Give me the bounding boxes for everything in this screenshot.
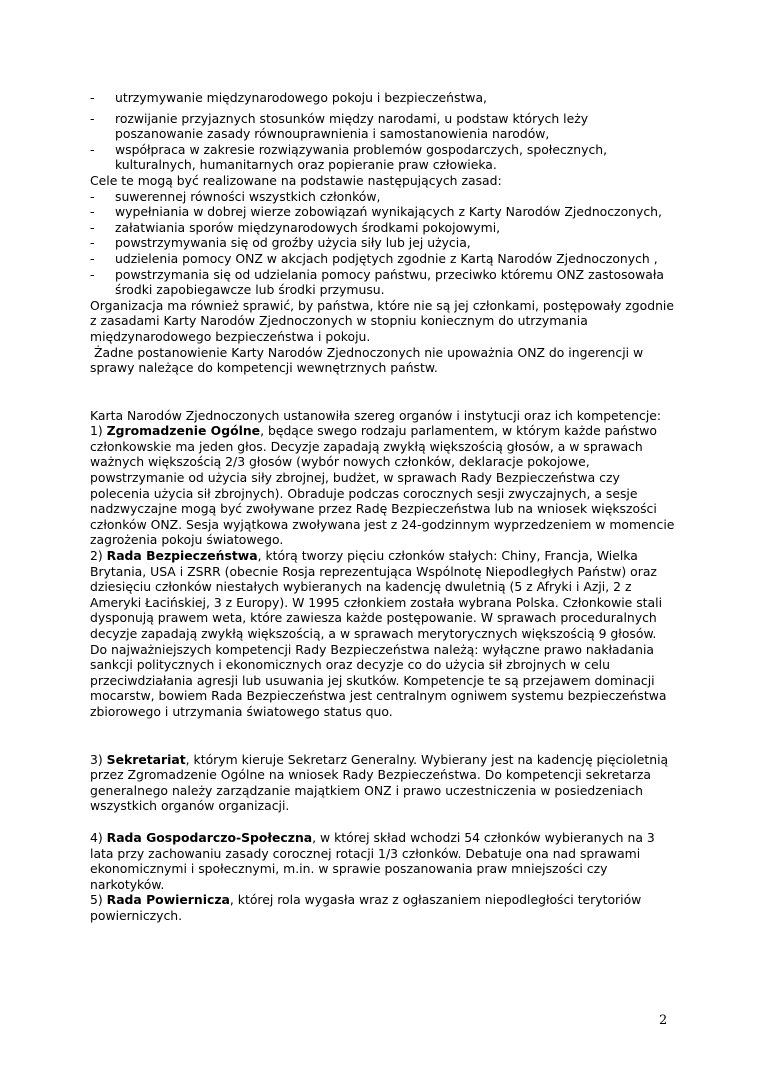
organ-security-council [90, 548, 680, 642]
organs-intro: Karta Narodów Zjednoczonych ustanowiła szereg organów i instytucji oraz ich kompetencje: [90, 407, 662, 423]
principle-text: suwerennej równości wszystkich członków, [115, 188, 381, 204]
principle-item [90, 267, 680, 298]
organ-name: Sekretariat [106, 751, 186, 767]
organ-general-assembly [90, 423, 680, 548]
goal-text: współpraca w zakresie rozwiązywania problemów gospodarczych, społecznych, kulturalnych, humanitarnych oraz popieranie praw człowieka. [115, 141, 608, 173]
paragraph-nointerference: Żadne postanowienie Karty Narodów Zjednoczonych nie upoważnia ONZ do ingerencji w sprawy należące do kompetencji wewnętrznych państw. [90, 344, 644, 376]
organ-number: 4) [90, 829, 107, 845]
goal-item [90, 142, 680, 173]
list-dash: - [90, 235, 95, 251]
goal-item [90, 111, 680, 142]
organ-number: 5) [90, 892, 107, 908]
principle-item [90, 189, 680, 205]
organ-number: 3) [90, 751, 107, 767]
list-dash: - [90, 188, 95, 204]
organ-description: , którą tworzy pięciu członków stałych: Chiny, Francja, Wielka Brytania, USA i ZSRR (obecnie Rosja reprezentująca Wspólnotę Niepodległych Państw) oraz dziesięciu członków niestałych wybieranych na kadencję dwuletnią (5 z Afryki i Azji, 2 z Ameryki Łacińskiej, 3 z Europy). W 1995 członkiem została wybrana Polska. Członkowie stali dysponują prawem weta, które zawiesza każde postępowanie. W sprawach proceduralnych decyzje zapadają zwykłą większością, a w sprawach merytorycznych większością 9 głosów. [90, 548, 663, 641]
organ-name: Rada Powiernicza [106, 892, 230, 908]
organ-name: Zgromadzenie Ogólne [106, 423, 261, 439]
organ-secretariat [90, 752, 680, 814]
list-dash: - [90, 90, 95, 105]
principle-item [90, 220, 680, 236]
organ-name: Rada Gospodarczo-Społeczna [106, 829, 313, 845]
organ-description: , w której skład wchodzi 54 członków wybieranych na 3 lata przy zachowaniu zasady corocznej rotacji 1/3 członków. Debatuje ona nad sprawami ekonomicznymi i społecznymi, m.in. w sprawie poszanowania praw mniejszości czy narkotyków. [90, 829, 655, 892]
principles-intro: Cele te mogą być realizowane na podstawie następujących zasad: [90, 172, 502, 188]
principle-text: powstrzymania się od udzielania pomocy państwu, przeciwko któremu ONZ zastosowała środki zapobiegawcze lub środki przymusu. [115, 266, 664, 298]
page-number: 2 [659, 1013, 668, 1028]
list-dash: - [90, 204, 95, 220]
organ-ecosoc [90, 830, 680, 892]
principle-item [90, 235, 680, 251]
list-dash: - [90, 110, 95, 126]
principle-text: załatwiania sporów międzynarodowych środkami pokojowymi, [115, 219, 501, 235]
list-dash: - [90, 266, 95, 282]
principle-text: powstrzymywania się od groźby użycia siły lub jej użycia, [115, 235, 471, 251]
list-dash: - [90, 219, 95, 235]
organ-description: , której rola wygasła wraz z ogłaszaniem niepodległości terytoriów powierniczych. [90, 892, 642, 923]
organ-number: 2) [90, 548, 107, 564]
goal-item [90, 90, 680, 106]
security-council-competences: Do najważniejszych kompetencji Rady Bezpieczeństwa należą: wyłączne prawo nakładania sankcji politycznych i ekonomicznych oraz decyzje co do użycia sił zbrojnych w celu przeciwdziałania agresji lub usuwania jej skutków. Kompetencje te są przejawem dominacji mocarstw, bowiem Rada Bezpieczeństwa jest centralnym ogniwem systemu bezpieczeństwa zbiorowego i utrzymania światowego status quo. [90, 641, 667, 719]
principle-text: udzielenia pomocy ONZ w akcjach podjętych zgodnie z Kartą Narodów Zjednoczonych , [115, 250, 658, 266]
page-body [90, 90, 680, 924]
goal-text: utrzymywanie międzynarodowego pokoju i bezpieczeństwa, [115, 90, 487, 105]
principle-item [90, 251, 680, 267]
organ-number: 1) [90, 423, 107, 439]
organ-description: , którym kieruje Sekretarz Generalny. Wybierany jest na kadencję pięcioletnią przez Zgromadzenie Ogólne na wniosek Rady Bezpieczeństwa. Do kompetencji sekretarza generalnego należy zarządzanie majątkiem ONZ i prawo uczestniczenia w posiedzeniach wszystkich organów organizacji. [90, 751, 669, 814]
organ-trusteeship-council [90, 892, 680, 923]
paragraph-nonmembers: Organizacja ma również sprawić, by państwa, które nie są jej członkami, postępowały zgodnie z zasadami Karty Narodów Zjednoczonych w stopniu koniecznym do utrzymania międzynarodowego bezpieczeństwa i pokoju. [90, 297, 674, 344]
principle-item [90, 204, 680, 220]
list-dash: - [90, 141, 95, 157]
organ-name: Rada Bezpieczeństwa [106, 548, 258, 564]
organ-description: , będące swego rodzaju parlamentem, w którym każde państwo członkowskie ma jeden głos. Decyzje zapadają zwykłą większością głosów, a w sprawach ważnych większością 2/3 głosów (wybór nowych członków, deklaracje pokojowe, powstrzymanie od użycia siły zbrojnej, budżet, w sprawach Rady Bezpieczeństwa czy polecenia użycia sił zbrojnych). Obraduje podczas corocznych sesji zwyczajnych, a sesje nadzwyczajne mogą być zwoływane przez Radę Bezpieczeństwa lub na wniosek większości członków ONZ. Sesja wyjątkowa zwoływana jest z 24-godzinnym wyprzedzeniem w momencie zagrożenia pokoju światowego. [90, 423, 675, 548]
goal-text: rozwijanie przyjaznych stosunków między narodami, u podstaw których leży poszanowanie zasady równouprawnienia i samostanowienia narodów, [115, 110, 589, 142]
list-dash: - [90, 250, 95, 266]
principle-text: wypełniania w dobrej wierze zobowiązań wynikających z Karty Narodów Zjednoczonych, [115, 204, 662, 220]
